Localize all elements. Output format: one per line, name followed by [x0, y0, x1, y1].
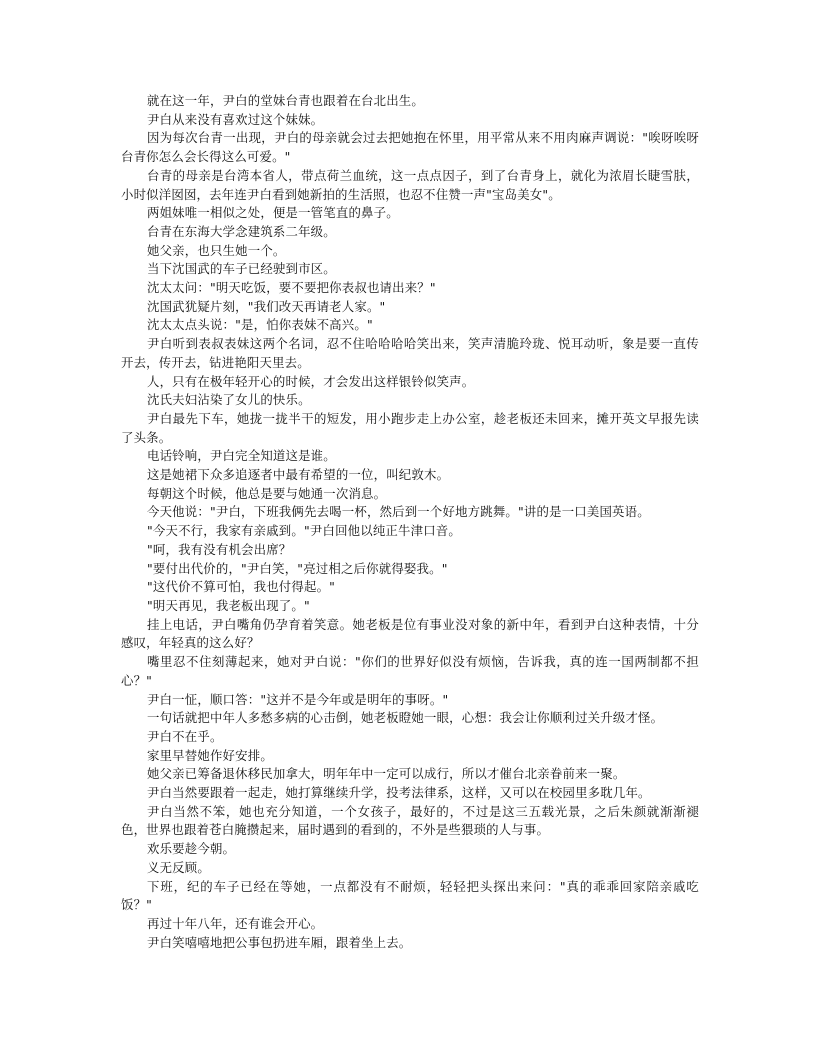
paragraph-33: 尹白当然不笨，她也充分知道，一个女孩子，最好的，不过是这三五载光景，之后朱颜就渐渐褪色，世界也跟着苍白腌攒起来，届时遇到的看到的，不外是些猥琐的人与事。 — [121, 803, 699, 838]
paragraph-22: "要付出代价的，"尹白笑，"亮过相之后你就得娶我。" — [147, 560, 448, 576]
paragraph-20: "今天不行，我家有亲戚到。"尹白回他以纯正牛津口音。 — [147, 523, 461, 539]
paragraph-17: 这是她裙下众多追逐者中最有希望的一位，叫纪敦木。 — [147, 467, 450, 483]
paragraph-28: 一句话就把中年人多愁多病的心击倒，她老板瞪她一眼，心想：我会让你顺利过关升级才怪。 — [147, 710, 664, 726]
paragraph-11: 沈太太点头说："是，怕你表妹不高兴。" — [147, 317, 373, 333]
paragraph-36: 下班，纪的车子已经在等她，一点都没有不耐烦，轻轻把头探出来问："真的乖乖回家陪亲戚吃饭？" — [121, 878, 699, 913]
paragraph-2: 尹白从来没有喜欢过这个妹妹。 — [147, 111, 324, 127]
paragraph-19: 今天他说："尹白，下班我俩先去喝一杯，然后到一个好地方跳舞。"讲的是一口美国英语。 — [147, 504, 650, 520]
paragraph-34: 欢乐要趁今朝。 — [147, 841, 236, 857]
paragraph-35: 义无反顾。 — [147, 859, 210, 875]
paragraph-30: 家里早替她作好安排。 — [147, 747, 273, 763]
paragraph-4: 台青的母亲是台湾本省人，带点荷兰血统，这一点点因子，到了台青身上，就化为浓眉长睫雪肤，小时似洋囡囡，去年连尹白看到她新拍的生活照，也忍不住赞一声"宝岛美女"。 — [121, 167, 699, 202]
paragraph-32: 尹白当然要跟着一起走，她打算继续升学，投考法律系，这样，又可以在校园里多耽几年。 — [147, 785, 651, 801]
paragraph-25: 挂上电话，尹白嘴角仍孕育着笑意。她老板是位有事业没对象的新中年，看到尹白这种表情，十分感叹，年轻真的这么好？ — [121, 616, 699, 651]
paragraph-21: "呵，我有没有机会出席？ — [147, 541, 292, 557]
paragraph-23: "这代价不算可怕，我也付得起。" — [147, 579, 336, 595]
document-page — [121, 92, 699, 952]
paragraph-31: 她父亲已筹备退休移民加拿大，明年年中一定可以成行，所以才催台北亲眷前来一聚。 — [147, 766, 626, 782]
paragraph-10: 沈国武犹疑片刻，"我们改天再请老人家。" — [147, 298, 386, 314]
paragraph-15: 尹白最先下车，她拢一拢半干的短发，用小跑步走上办公室，趁老板还未回来，摊开英文早报先读了头条。 — [121, 410, 699, 445]
paragraph-16: 电话铃响，尹白完全知道这是谁。 — [147, 448, 336, 464]
paragraph-8: 当下沈国武的车子已经驶到市区。 — [147, 261, 336, 277]
paragraph-29: 尹白不在乎。 — [147, 728, 223, 744]
paragraph-12: 尹白听到表叔表妹这两个名词，忍不住哈哈哈哈笑出来，笑声清脆玲珑、悦耳动听，象是要一直传开去，传开去，钻进艳阳天里去。 — [121, 336, 699, 370]
paragraph-38: 尹白笑嘻嘻地把公事包扔进车厢，跟着坐上去。 — [147, 934, 412, 950]
paragraph-9: 沈太太问："明天吃饭，要不要把你表叔也请出来？" — [147, 280, 436, 296]
paragraph-27: 尹白一怔，顺口答："这并不是今年或是明年的事呀。" — [147, 691, 449, 707]
paragraph-6: 台青在东海大学念建筑系二年级。 — [147, 223, 336, 239]
paragraph-24: "明天再见，我老板出现了。" — [147, 597, 310, 613]
paragraph-37: 再过十年八年，还有谁会开心。 — [147, 915, 324, 931]
paragraph-13: 人，只有在极年轻开心的时候，才会发出这样银铃似笑声。 — [147, 373, 475, 389]
paragraph-14: 沈氏夫妇沾染了女儿的快乐。 — [147, 392, 311, 408]
paragraph-18: 每朝这个时候，他总是要与她通一次消息。 — [147, 485, 387, 501]
paragraph-3: 因为每次台青一出现，尹白的母亲就会过去把她抱在怀里，用平常从来不用肉麻声调说："唉呀唉呀台青你怎么会长得这么可爱。" — [121, 130, 699, 165]
paragraph-5: 两姐妹唯一相似之处，便是一管笔直的鼻子。 — [147, 205, 399, 221]
paragraph-26: 嘴里忍不住刻薄起来，她对尹白说："你们的世界好似没有烦恼，告诉我，真的连一国两制都不担心？" — [121, 654, 699, 688]
paragraph-7: 她父亲，也只生她一个。 — [147, 242, 286, 258]
paragraph-1: 就在这一年，尹白的堂妹台青也跟着在台北出生。 — [147, 93, 424, 108]
